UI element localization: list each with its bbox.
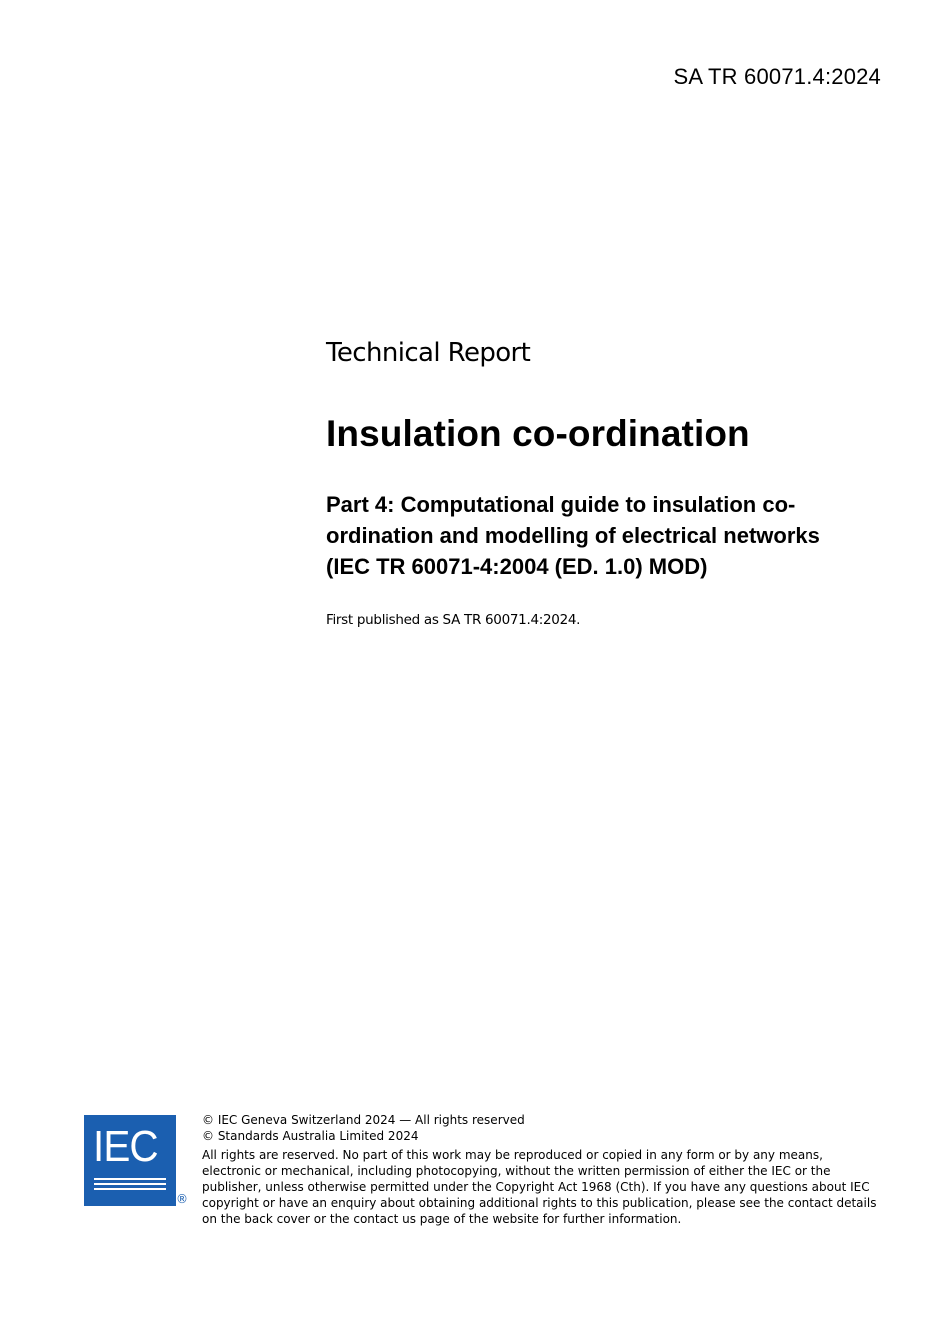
document-id: SA TR 60071.4:2024 — [673, 64, 881, 89]
report-type: Technical Report — [326, 338, 531, 368]
copyright-line: © IEC Geneva Switzerland 2024 — All rights reserved — [202, 1113, 525, 1127]
document-subtitle — [326, 489, 876, 582]
subtitle-line: (IEC TR 60071-4:2004 (ED. 1.0) MOD) — [326, 554, 708, 579]
subtitle-line: Part 4: Computational guide to insulation co- — [326, 492, 796, 517]
logo-stripes — [94, 1178, 166, 1193]
iec-logo — [84, 1115, 176, 1206]
registered-mark: ® — [176, 1192, 188, 1206]
rights-line: copyright or have an enquiry about obtaining additional rights to this publication, please see the contact details — [202, 1196, 877, 1210]
rights-line: All rights are reserved. No part of this work may be reproduced or copied in any form or by any means, — [202, 1148, 823, 1162]
rights-line: publisher, unless otherwise permitted under the Copyright Act 1968 (Cth). If you have any questions about IEC — [202, 1180, 870, 1194]
copyright-block — [202, 1112, 892, 1227]
document-title: Insulation co-ordination — [326, 413, 750, 454]
rights-line: on the back cover or the contact us page of the website for further information. — [202, 1212, 682, 1226]
rights-line: electronic or mechanical, including photocopying, without the written permission of either the IEC or the — [202, 1164, 831, 1178]
logo-text: IEC — [93, 1122, 158, 1171]
subtitle-line: ordination and modelling of electrical networks — [326, 523, 820, 548]
publication-note: First published as SA TR 60071.4:2024. — [326, 612, 581, 628]
copyright-line: © Standards Australia Limited 2024 — [202, 1129, 419, 1143]
